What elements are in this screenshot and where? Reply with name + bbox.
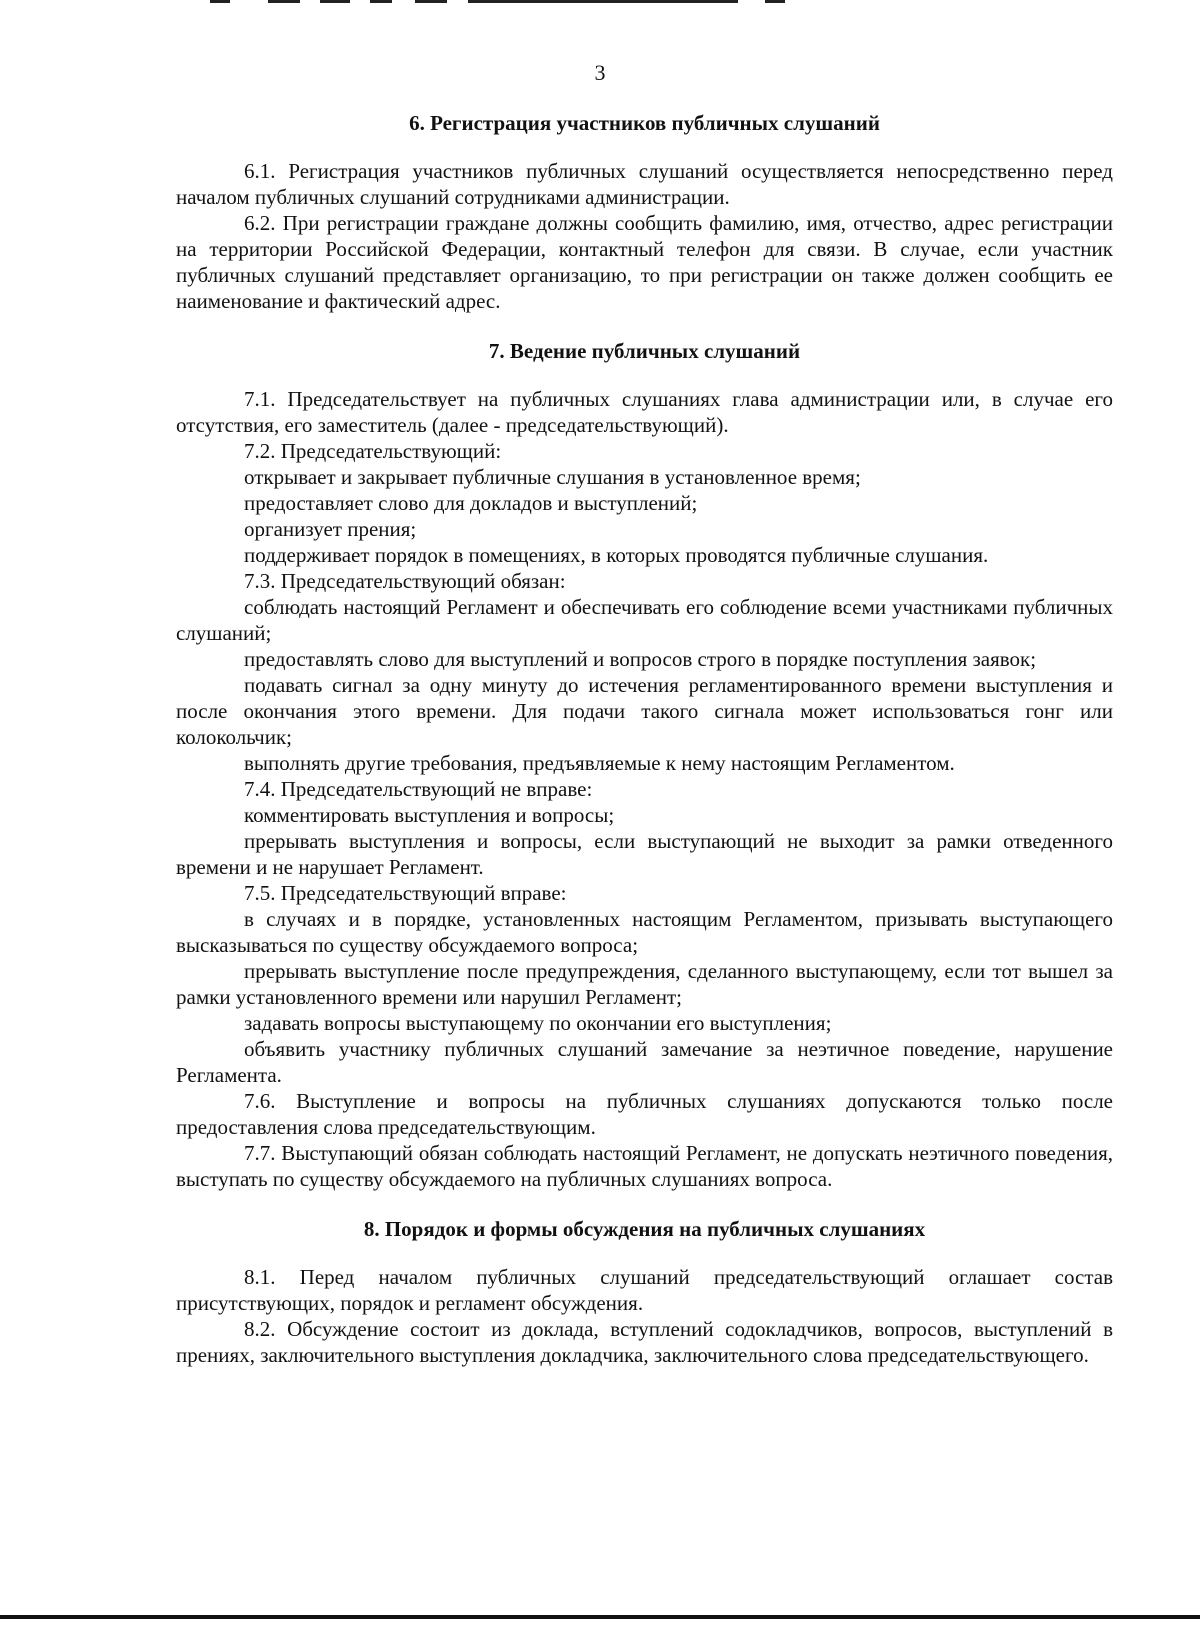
paragraph: 8.1. Перед началом публичных слушаний председательствующий оглашает состав присутствующих, порядок и регламент обсуждения. — [176, 1265, 1113, 1315]
paragraph: объявить участнику публичных слушаний замечание за неэтичное поведение, нарушение Регламента. — [176, 1037, 1113, 1087]
scan-border-bottom — [0, 1615, 1200, 1619]
section-heading: 8. Порядок и формы обсуждения на публичных слушаниях — [363, 1217, 926, 1241]
section-heading: 7. Ведение публичных слушаний — [488, 339, 801, 363]
page-number: 3 — [594, 60, 606, 85]
paragraph: выполнять другие требования, предъявляемые к нему настоящим Регламентом. — [244, 751, 955, 775]
paragraph: 6.2. При регистрации граждане должны сообщить фамилию, имя, отчество, адрес регистрации на территории Российской Федерации, контактный телефон для связи. В случае, если участник публичных слушаний представляет организацию, то при регистрации он также должен сообщить ее наименование и фактический адрес. — [176, 211, 1113, 313]
paragraph: прерывать выступление после предупреждения, сделанного выступающему, если тот вышел за рамки установленного времени или нарушил Регламент; — [176, 959, 1113, 1009]
paragraph: подавать сигнал за одну минуту до истечения регламентированного времени выступления и после окончания этого времени. Для подачи такого сигнала может использоваться гонг или колокольчик; — [176, 673, 1113, 749]
paragraph: 7.2. Председательствующий: — [244, 439, 502, 463]
paragraph: 7.6. Выступление и вопросы на публичных слушаниях допускаются только после предоставления слова председательствующим. — [176, 1089, 1113, 1139]
paragraph: 7.7. Выступающий обязан соблюдать настоящий Регламент, не допускать неэтичного поведения, выступать по существу обсуждаемого на публичных слушаниях вопроса. — [176, 1141, 1113, 1191]
paragraph: организует прения; — [244, 517, 417, 541]
paragraph: 7.4. Председательствующий не вправе: — [244, 777, 593, 801]
paragraph: соблюдать настоящий Регламент и обеспечивать его соблюдение всеми участниками публичных слушаний; — [176, 595, 1113, 645]
paragraph: задавать вопросы выступающему по окончании его выступления; — [244, 1011, 832, 1035]
paragraph: предоставлять слово для выступлений и вопросов строго в порядке поступления заявок; — [244, 647, 1037, 671]
document-body — [176, 110, 1113, 1368]
paragraph: прерывать выступления и вопросы, если выступающий не выходит за рамки отведенного времени и не нарушает Регламент. — [176, 829, 1113, 879]
paragraph: 7.1. Председательствует на публичных слушаниях глава администрации или, в случае его отсутствия, его заместитель (далее - председательствующий). — [176, 387, 1113, 437]
paragraph: в случаях и в порядке, установленных настоящим Регламентом, призывать выступающего высказываться по существу обсуждаемого вопроса; — [176, 907, 1113, 957]
paragraph: комментировать выступления и вопросы; — [244, 803, 615, 827]
paragraph: 6.1. Регистрация участников публичных слушаний осуществляется непосредственно перед началом публичных слушаний сотрудниками администрации. — [176, 159, 1113, 209]
paragraph: 7.5. Председательствующий вправе: — [244, 881, 567, 905]
section-heading: 6. Регистрация участников публичных слушаний — [409, 111, 880, 135]
paragraph: 8.2. Обсуждение состоит из доклада, вступлений содокладчиков, вопросов, выступлений в прениях, заключительного выступления докладчика, заключительного слова председательствующего. — [176, 1317, 1113, 1367]
scan-artifact-top — [210, 0, 810, 3]
paragraph: предоставляет слово для докладов и выступлений; — [244, 491, 698, 515]
paragraph: открывает и закрывает публичные слушания в установленное время; — [244, 465, 861, 489]
paragraph: поддерживает порядок в помещениях, в которых проводятся публичные слушания. — [244, 543, 989, 567]
paragraph: 7.3. Председательствующий обязан: — [244, 569, 566, 593]
